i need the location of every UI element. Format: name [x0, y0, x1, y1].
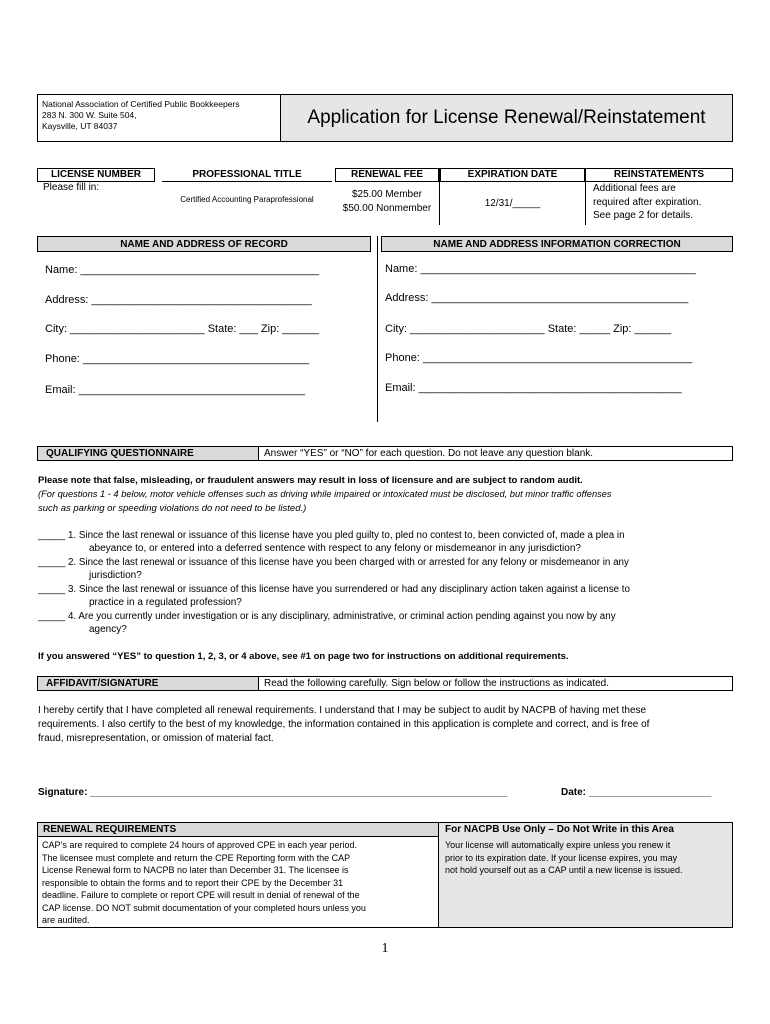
fraud-notice: Please note that false, misleading, or fraudulent answers may result in loss of licensure and are subject to random audit. [38, 475, 583, 486]
renewal-requirements-text [38, 837, 438, 929]
renewal-fee-header: RENEWAL FEE [335, 168, 439, 182]
correction-city-state-zip-field[interactable]: City: ______________________ State: _____ Zip: ______ [385, 323, 672, 335]
office-use-area [439, 823, 732, 927]
expiration-date-header: EXPIRATION DATE [440, 168, 585, 182]
section-divider [377, 236, 378, 422]
certification-line1: I hereby certify that I have completed all renewal requirements. I understand that I may be subject to audit by NACPB of having met these [38, 705, 647, 716]
expiration-date-column [440, 168, 586, 225]
reinstatements-line1: Additional fees are [593, 183, 676, 194]
form-title: Application for License Renewal/Reinstatement [281, 94, 733, 142]
record-section-header: NAME AND ADDRESS OF RECORD [37, 236, 371, 252]
page-number: 1 [381, 941, 389, 956]
reinstatements-line3: See page 2 for details. [593, 210, 694, 221]
renewal-requirements [38, 823, 439, 927]
record-address-field[interactable]: Address: ____________________________________ [45, 294, 312, 306]
office-line: not hold yourself out as a CAP until a new license is issued. [445, 865, 683, 875]
license-table [37, 168, 733, 225]
offense-note-line1: (For questions 1 - 4 below, motor vehicle offenses such as driving while impaired or intoxicated must be disclosed, but minor traffic offenses [38, 489, 612, 499]
office-use-text [439, 837, 732, 879]
org-city: Kaysville, UT 84037 [42, 121, 118, 131]
correction-email-field[interactable]: Email: ___________________________________________ [385, 382, 682, 394]
affidavit-header [37, 676, 733, 691]
offense-note-line2: such as parking or speeding violations do not need to be listed.) [38, 503, 307, 514]
license-number-field[interactable]: Please fill in: [43, 182, 100, 193]
questionnaire-header [37, 446, 733, 461]
question-4-continued: agency? [89, 624, 127, 635]
certification-line2: requirements. I also certify to the best of my knowledge, the information contained in this application is complete and correct, and is free of [38, 719, 650, 730]
expiration-date-field[interactable]: 12/31/_____ [484, 198, 541, 209]
record-email-field[interactable]: Email: _____________________________________ [45, 384, 305, 396]
renewal-line: responsible to obtain the forms and to report their CPE by the December 31 [42, 877, 344, 888]
affidavit-title: AFFIDAVIT/SIGNATURE [38, 677, 259, 690]
license-number-column [37, 168, 155, 225]
question-3[interactable]: _____ 3. Since the last renewal or issuance of this license have you surrendered or had any disciplinary action taken against a license to [38, 584, 630, 595]
record-phone-field[interactable]: Phone: _____________________________________ [45, 353, 310, 365]
organization-address [37, 94, 281, 142]
question-2-continued: jurisdiction? [89, 570, 142, 581]
reinstatements-header: REINSTATEMENTS [586, 168, 733, 182]
affidavit-instruction: Read the following carefully. Sign below or follow the instructions as indicated. [264, 678, 609, 689]
correction-name-field[interactable]: Name: _____________________________________________ [385, 263, 696, 275]
signature-field[interactable]: Signature: ___________________________________________________________________________ [38, 787, 508, 798]
record-name-field[interactable]: Name: _______________________________________ [45, 264, 320, 276]
question-4[interactable]: _____ 4. Are you currently under investigation or is any disciplinary, administrative, or criminal action pending against you now by any [38, 611, 616, 622]
renewal-line: deadline. Failure to complete or report CPE will result in denial of renewal of the [42, 890, 360, 900]
question-3-continued: practice in a regulated profession? [89, 597, 242, 608]
professional-title-header: PROFESSIONAL TITLE [162, 168, 332, 182]
question-1-continued: abeyance to, or entered into a deferred sentence with respect to any felony or misdemeanor in any jurisdiction? [89, 543, 581, 554]
correction-address-field[interactable]: Address: __________________________________________ [385, 292, 689, 304]
professional-title-column [162, 168, 332, 225]
record-city-state-zip-field[interactable]: City: ______________________ State: ___ Zip: ______ [45, 323, 320, 335]
renewal-fee-member: $25.00 Member [351, 189, 423, 200]
question-2[interactable]: _____ 2. Since the last renewal or issuance of this license have you been charged with or arrested for any felony or misdemeanor in any [38, 557, 629, 568]
renewal-line: CAP’s are required to complete 24 hours of approved CPE in each year period. [42, 840, 358, 850]
renewal-line: License Renewal form to NACPB no later than December 31. The licensee is [42, 865, 349, 875]
reinstatements-column [586, 168, 733, 225]
office-line: prior to its expiration date. If your license expires, you may [445, 852, 678, 863]
renewal-fee-column [335, 168, 440, 225]
professional-title-value: Certified Accounting Paraprofessional [180, 195, 314, 204]
correction-phone-field[interactable]: Phone: ____________________________________________ [385, 352, 693, 364]
office-line: Your license will automatically expire unless you renew it [445, 840, 671, 850]
certification-line3: fraud, misrepresentation, or omission of material fact. [38, 733, 274, 744]
date-field[interactable]: Date: ______________________ [561, 787, 712, 798]
renewal-line: The licensee must complete and return the CPE Reporting form with the CAP [42, 852, 351, 863]
org-name: National Association of Certified Public Bookkeepers [42, 99, 240, 109]
renewal-line: are audited. [42, 915, 90, 925]
license-number-header: LICENSE NUMBER [37, 168, 155, 182]
questionnaire-instruction: Answer “YES” or “NO” for each question. Do not leave any question blank. [264, 448, 594, 459]
office-use-header: For NACPB Use Only – Do Not Write in this Area [445, 824, 674, 835]
questionnaire-title: QUALIFYING QUESTIONNAIRE [38, 447, 259, 460]
renewal-fee-nonmember: $50.00 Nonmember [342, 203, 432, 214]
org-street: 283 N. 300 W. Suite 504, [42, 110, 137, 120]
question-1[interactable]: _____ 1. Since the last renewal or issuance of this license have you pled guilty to, pled no contest to, been convicted of, made a plea in [38, 530, 625, 541]
yes-followup-note: If you answered “YES” to question 1, 2, 3, or 4 above, see #1 on page two for instructions on additional requirements. [38, 651, 569, 662]
bottom-info-box [37, 822, 733, 928]
renewal-requirements-header: RENEWAL REQUIREMENTS [38, 823, 438, 837]
reinstatements-line2: required after expiration. [593, 196, 702, 208]
renewal-line: CAP license. DO NOT submit documentation of your completed hours unless you [42, 902, 366, 913]
correction-section-header: NAME AND ADDRESS INFORMATION CORRECTION [381, 236, 733, 252]
